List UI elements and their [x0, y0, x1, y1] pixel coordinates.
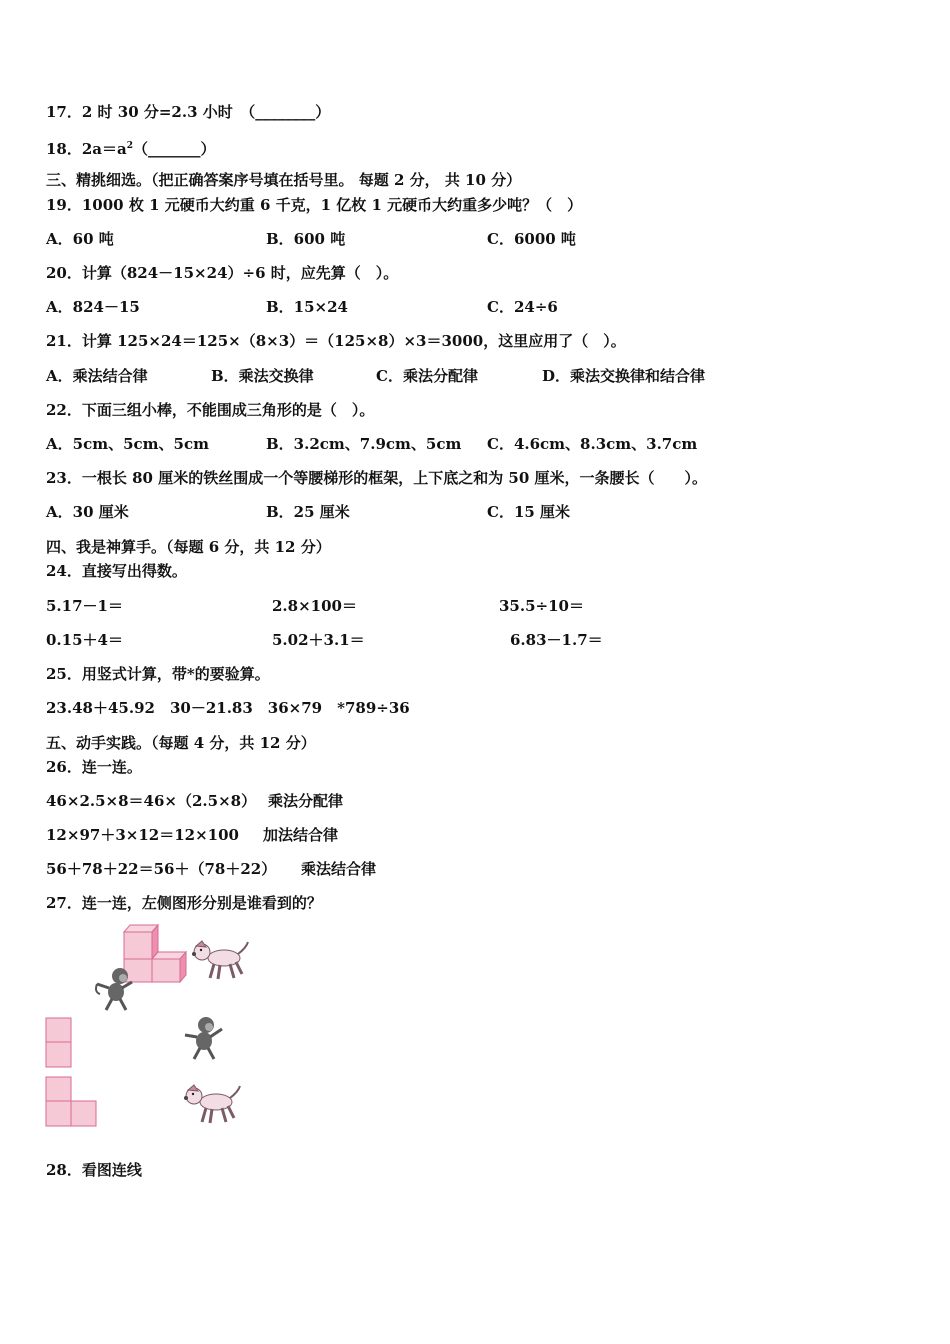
- dog-icon: [188, 938, 250, 982]
- monkey-icon: [182, 1015, 226, 1061]
- q19-option-a: A．60 吨: [46, 230, 114, 248]
- question-17: 17．2 时 30 分=2.3 小时 （________）: [46, 103, 331, 121]
- q20-option-a: A．824－15: [46, 298, 140, 316]
- q23-option-b: B．25 厘米: [266, 503, 350, 521]
- q20-option-c: C．24÷6: [487, 298, 558, 316]
- q19-option-c: C．6000 吨: [487, 230, 576, 248]
- q24-item: 6.83－1.7＝: [510, 631, 603, 649]
- q26-left-item: 12×97＋3×12＝12×100: [46, 826, 239, 844]
- question-21: 21．计算 125×24＝125×（8×3）＝（125×8）×3＝3000，这里应用了（ ）。: [46, 332, 626, 350]
- question-25: 25．用竖式计算，带*的要验算。: [46, 665, 270, 683]
- question-27: 27．连一连，左侧图形分别是谁看到的？: [46, 894, 322, 912]
- q26-right-item: 加法结合律: [263, 826, 339, 844]
- q22-option-b: B．3.2cm、7.9cm、5cm: [266, 435, 462, 453]
- section-4-heading: 四、我是神算手。（每题 6 分，共 12 分）: [46, 538, 331, 556]
- q21-option-a: A．乘法结合律: [46, 367, 148, 385]
- q23-option-c: C．15 厘米: [487, 503, 571, 521]
- question-24: 24．直接写出得数。: [46, 562, 187, 580]
- q18-blank: （_______）: [133, 140, 216, 158]
- q25-expressions: 23.48＋45.92 30－21.83 36×79 *789÷36: [46, 699, 410, 717]
- q19-option-b: B．600 吨: [266, 230, 346, 248]
- q20-option-b: B．15×24: [266, 298, 348, 316]
- question-23: 23．一根长 80 厘米的铁丝围成一个等腰梯形的框架，上下底之和为 50 厘米，一条腰长（ ）。: [46, 469, 708, 487]
- question-22: 22．下面三组小棒，不能围成三角形的是（ ）。: [46, 401, 375, 419]
- front-view-shape-2: [45, 1076, 99, 1128]
- q18-text: 18．2a＝a: [46, 140, 127, 158]
- q24-item: 2.8×100＝: [272, 597, 357, 615]
- q18-superscript: 2: [126, 141, 134, 151]
- q22-option-c: C．4.6cm、8.3cm、3.7cm: [487, 435, 698, 453]
- q24-item: 35.5÷10＝: [499, 597, 584, 615]
- q21-option-b: B．乘法交换律: [211, 367, 314, 385]
- q24-item: 0.15＋4＝: [46, 631, 123, 649]
- question-20: 20．计算（824－15×24）÷6 时，应先算（ ）。: [46, 264, 399, 282]
- q21-option-c: C．乘法分配律: [376, 367, 478, 385]
- question-28: 28．看图连线: [46, 1161, 142, 1179]
- question-18: [46, 136, 216, 159]
- q26-left-item: 56＋78＋22＝56＋（78＋22）: [46, 860, 277, 878]
- q26-right-item: 乘法分配律: [268, 792, 344, 810]
- section-5-heading: 五、动手实践。（每题 4 分，共 12 分）: [46, 734, 316, 752]
- question-26: 26．连一连。: [46, 758, 142, 776]
- section-3-heading: 三、精挑细选。（把正确答案序号填在括号里。 每题 2 分， 共 10 分）: [46, 171, 522, 189]
- q26-right-item: 乘法结合律: [301, 860, 377, 878]
- q24-item: 5.02＋3.1＝: [272, 631, 365, 649]
- monkey-icon: [94, 966, 136, 1012]
- q23-option-a: A．30 厘米: [46, 503, 129, 521]
- q24-item: 5.17－1＝: [46, 597, 123, 615]
- dog-icon: [180, 1082, 242, 1126]
- front-view-shape-1: [45, 1017, 73, 1069]
- q22-option-a: A．5cm、5cm、5cm: [46, 435, 209, 453]
- q26-left-item: 46×2.5×8＝46×（2.5×8）: [46, 792, 257, 810]
- q21-option-d: D．乘法交换律和结合律: [542, 367, 706, 385]
- question-19: 19．1000 枚 1 元硬币大约重 6 千克，1 亿枚 1 元硬币大约重多少吨？（ ）: [46, 196, 583, 214]
